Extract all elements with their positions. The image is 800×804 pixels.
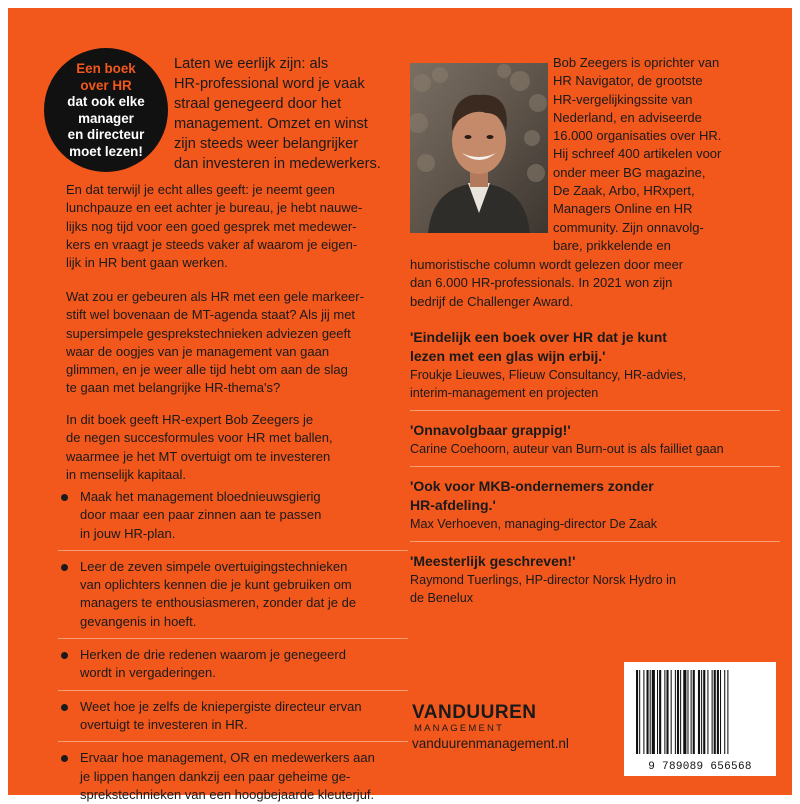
paragraph-line: lijks nog tijd voor een goed gesprek met medewer- — [66, 218, 357, 234]
review-quote: 'Ook voor MKB-ondernemers zonder HR-afdeling.' Max Verhoeven, managing-director De Zaak — [410, 477, 780, 542]
isbn-barcode — [624, 662, 776, 776]
paragraph-3 — [66, 411, 396, 484]
review-quote: 'Onnavolgbaar grappig!' Carine Coehoorn, auteur van Burn-out is als failliet gaan — [410, 421, 780, 467]
divider — [410, 466, 780, 467]
divider — [58, 741, 408, 742]
badge-line: en directeur — [67, 127, 145, 143]
paragraph-line: te gaan met belangrijke HR-thema's? — [66, 380, 281, 396]
list-item: Weet hoe je zelfs de kniepergiste directeur ervan overtuigt te investeren in HR. — [58, 698, 408, 735]
intro-line: management. Omzet en winst — [174, 116, 368, 132]
badge-circle — [44, 48, 168, 172]
publisher-subtitle: MANAGEMENT — [414, 723, 505, 734]
author-photo — [410, 63, 548, 233]
divider — [410, 541, 780, 542]
book-back-cover — [8, 8, 792, 802]
badge-line: dat ook elke — [67, 94, 145, 110]
paragraph-line: waarmee je het MT overtuigt om te investeren — [66, 448, 331, 464]
paragraph-line: de negen succesformules voor HR met ballen, — [66, 430, 333, 446]
list-item: Ervaar hoe management, OR en medewerkers aan je lippen hangen dankzij een paar geheime ge- sprekstechnieken van een hoogbejaarde kleuterjuf. — [58, 749, 408, 804]
list-item: Leer de zeven simpele overtuigingstechnieken van oplichters kennen die je kunt gebruiken om managers te enthousiasmeren, zonder dat je de gevangenis in hoeft. — [58, 558, 408, 631]
paragraph-line: waar de oogjes van je management van gaan — [66, 343, 330, 359]
bullet-dot-icon — [61, 704, 68, 711]
publisher-url: vanduurenmanagement.nl — [412, 736, 569, 751]
paragraph-line: stift wel bovenaan de MT-agenda staat? Als jij met — [66, 307, 356, 323]
review-quotes — [410, 328, 780, 607]
divider — [58, 638, 408, 639]
paragraph-line: glimmen, en je weer alle tijd hebt om aan de slag — [66, 362, 348, 378]
paragraph-line: supersimpele gesprekstechnieken adviezen geeft — [66, 325, 351, 341]
paragraph-line: En dat terwijl je echt alles geeft: je neemt geen — [66, 182, 335, 197]
bullet-dot-icon — [61, 564, 68, 571]
badge-line: manager — [78, 110, 134, 126]
review-quote: 'Eindelijk een boek over HR dat je kunt lezen met een glas wijn erbij.' Froukje Lieuwes, Flieuw Consultancy, HR-advies, interim-management en projecten — [410, 328, 780, 411]
paragraph-2 — [66, 288, 396, 398]
badge-line: moet lezen! — [69, 143, 143, 159]
intro-line: dan investeren in medewerkers. — [174, 156, 381, 172]
paragraph-line: lunchpauze en eet achter je bureau, je hebt nauwe- — [66, 200, 363, 216]
bullet-dot-icon — [61, 755, 68, 762]
divider — [58, 690, 408, 691]
intro-text — [174, 54, 402, 174]
publisher-logo — [412, 703, 536, 735]
publisher-name: VANDUUREN — [412, 702, 537, 723]
badge-highlight-line: Een boek — [76, 61, 136, 76]
intro-line: zijn steeds weer belangrijker — [174, 136, 359, 152]
benefit-list — [58, 488, 408, 804]
paragraph-1 — [66, 181, 396, 272]
paragraph-line: kers en vraagt je steeds vaker af waarom je eigen- — [66, 236, 358, 252]
author-bio-continued: humoristische column wordt gelezen door meer dan 6.000 HR-professionals. In 2021 won zijn bedrijf de Challenger Award. — [410, 257, 684, 309]
author-bio: Bob Zeegers is oprichter van HR Navigator, de grootste HR-vergelijkingssite van Nederland, en adviseerde 16.000 organisaties over HR. Hij schreef 400 artikelen voor onder meer BG magazine, De Zaak, Arbo, HRxpert, Managers Online en HR community. Zijn onnavolg- bare, prikkelende en — [553, 55, 722, 253]
paragraph-line: lijk in HR bent gaan werken. — [66, 255, 228, 271]
bullet-dot-icon — [61, 652, 68, 659]
badge-highlight-line: over HR — [80, 77, 132, 93]
intro-line: Laten we eerlijk zijn: als — [174, 56, 329, 72]
paragraph-line: Wat zou er gebeuren als HR met een gele markeer- — [66, 289, 364, 304]
divider — [58, 550, 408, 551]
list-item: Herken de drie redenen waarom je genegeerd wordt in vergaderingen. — [58, 646, 408, 683]
review-quote: 'Meesterlijk geschreven!' Raymond Tuerlings, HP-director Norsk Hydro in de Benelux — [410, 553, 676, 605]
isbn-number: 9 789089 656568 — [648, 761, 752, 773]
list-item: Maak het management bloednieuwsgierig door maar een paar zinnen aan te passen in jouw HR-plan. — [58, 488, 408, 543]
paragraph-line: In dit boek geeft HR-expert Bob Zeegers je — [66, 412, 314, 427]
bullet-dot-icon — [61, 494, 68, 501]
intro-line: HR-professional word je vaak — [174, 76, 365, 92]
paragraph-line: in menselijk kapitaal. — [66, 466, 186, 482]
divider — [410, 410, 780, 411]
barcode-icon — [634, 670, 766, 754]
intro-line: straal genegeerd door het — [174, 96, 342, 112]
